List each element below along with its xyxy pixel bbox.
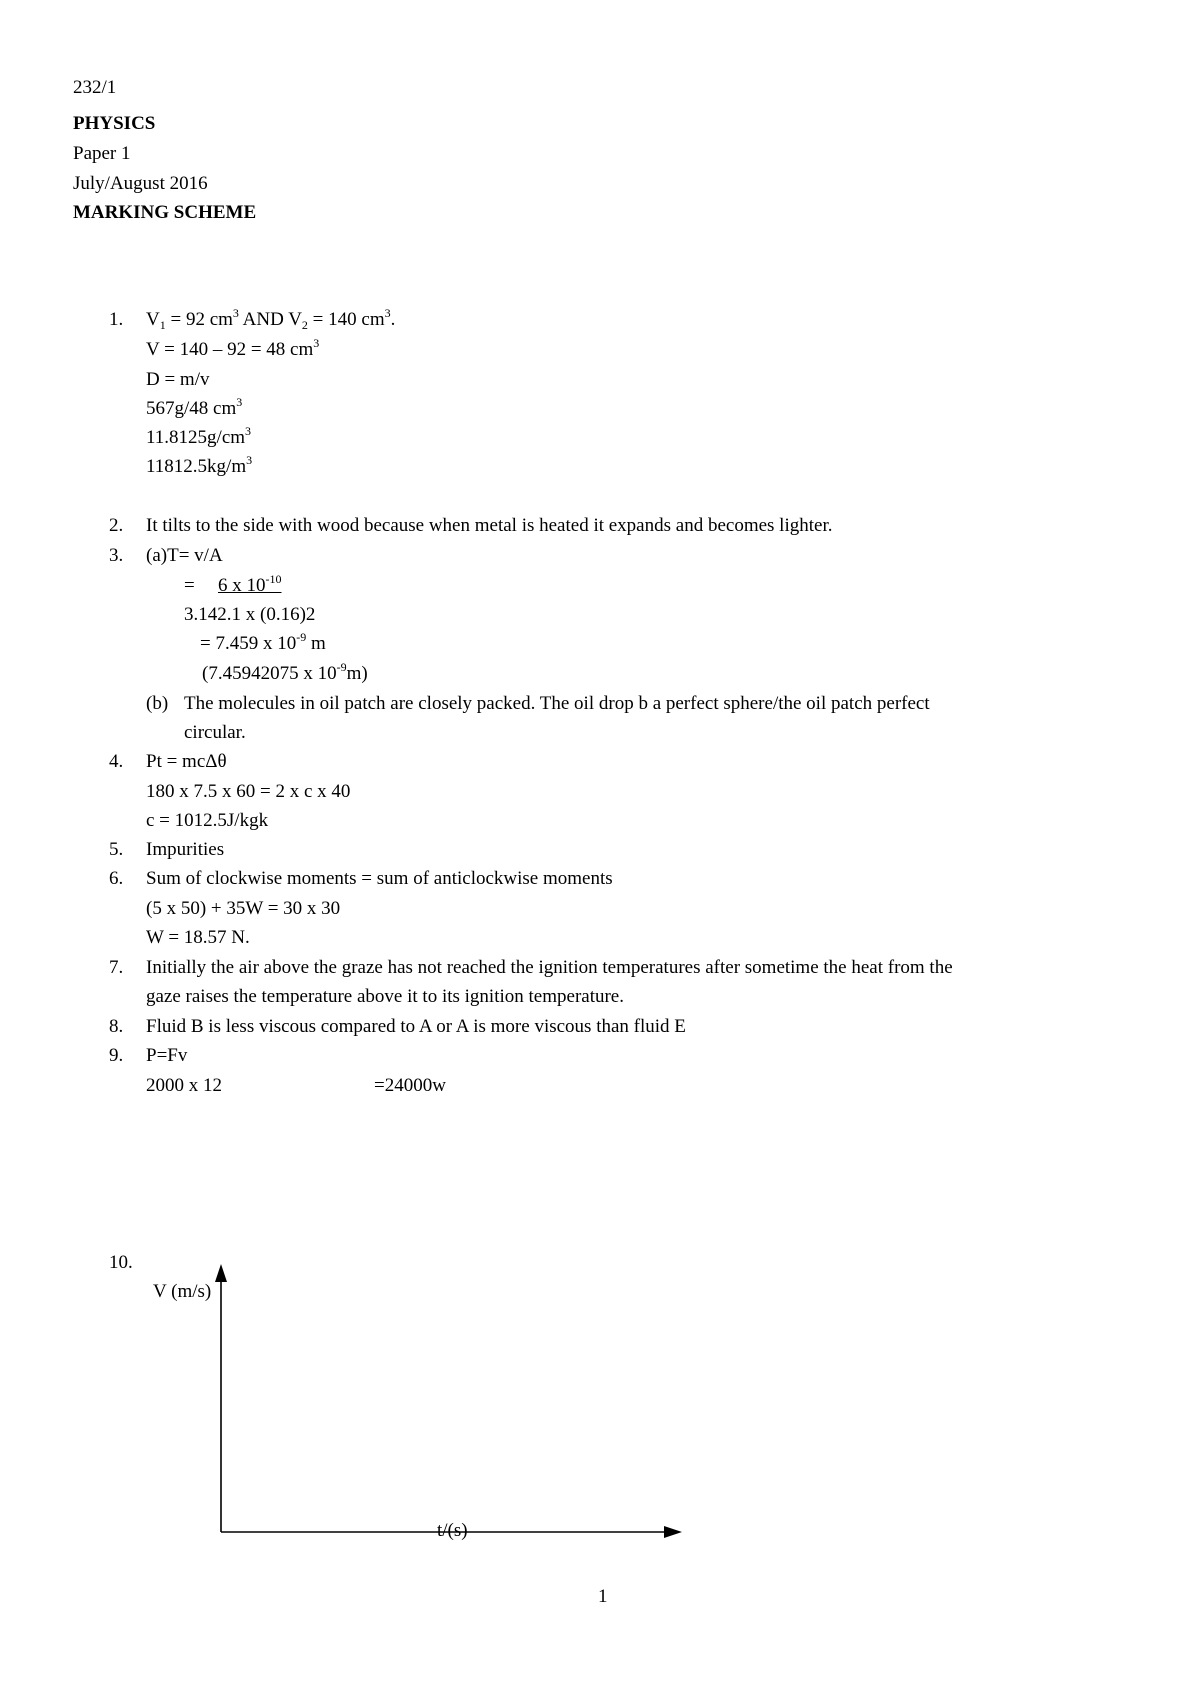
q2-number: 2.: [109, 515, 124, 536]
paper-code: 232/1: [73, 77, 117, 98]
q8-answer: Fluid B is less viscous compared to A or A is more viscous than fluid E: [146, 1016, 686, 1037]
q7-number: 7.: [109, 957, 124, 978]
q3a-result-exact: (7.45942075 x $10^{-9}m$): [202, 660, 368, 684]
y-axis-arrowhead: [215, 1264, 227, 1282]
page-number: 1: [598, 1586, 608, 1607]
q1-line4: 567g/48 $cm^3$: [146, 395, 243, 419]
q6-line2: (5 x 50) + 35W = 30 x 30: [146, 898, 341, 919]
document-type: MARKING SCHEME: [73, 202, 257, 223]
q6-line1: Sum of clockwise moments = sum of anticlockwise moments: [146, 868, 613, 889]
q3a-formula: (a)T= v/A: [146, 545, 223, 566]
q3a-result: = 7.459 x $10^{-9}$ m: [200, 630, 326, 654]
q6-line3: W = 18.57 N.: [146, 927, 250, 948]
q4-number: 4.: [109, 751, 124, 772]
q3-number: 3.: [109, 545, 124, 566]
q3a-numerator: 6 x $10^{-10}$: [218, 572, 282, 596]
q5-answer: Impurities: [146, 839, 225, 860]
q3b-label: (b): [146, 693, 169, 714]
q9-number: 9.: [109, 1045, 124, 1066]
q1-line2: V = 140 – 92 = 48 $cm^3$: [146, 336, 320, 360]
q3a-denominator: 3.142.1 x (0.16)2: [184, 604, 316, 625]
q1-line5: $11.8125g/cm^3$: [146, 424, 252, 448]
subject-title: PHYSICS: [73, 113, 156, 134]
q9-line2-right: =24000w: [374, 1075, 446, 1096]
q3a-equals: =: [184, 575, 195, 596]
q9-line1: P=Fv: [146, 1045, 188, 1066]
x-axis-label: t/(s): [437, 1520, 468, 1541]
q8-number: 8.: [109, 1016, 124, 1037]
q3b-line2: circular.: [184, 722, 246, 743]
q7-line1: Initially the air above the graze has not reached the ignition temperatures after sometime the heat from the: [146, 957, 953, 978]
q4-line2: 180 x 7.5 x 60 = 2 x c x 40: [146, 781, 351, 802]
q4-line1: Pt = mcΔθ: [146, 751, 227, 772]
q1-line6: $11812.5kg/m^3$: [146, 453, 253, 477]
x-axis-arrowhead: [664, 1526, 682, 1538]
q9-line2-left: 2000 x 12: [146, 1075, 222, 1096]
q2-answer: It tilts to the side with wood because when metal is heated it expands and becomes lighter.: [146, 515, 833, 536]
y-axis-label: V (m/s): [153, 1281, 212, 1302]
q4-line3: c = 1012.5J/kgk: [146, 810, 269, 831]
q10-number: 10.: [109, 1252, 133, 1273]
paper-number: Paper 1: [73, 143, 131, 164]
q1-line1: $V_1 = 92$ $cm^3$ AND $V_2 = 140$ $cm^3$.: [146, 306, 396, 332]
q5-number: 5.: [109, 839, 124, 860]
q1-line3: D = m/v: [146, 369, 210, 390]
exam-session: July/August 2016: [73, 173, 208, 194]
q1-number: 1.: [109, 309, 124, 330]
q7-line2: gaze raises the temperature above it to its ignition temperature.: [146, 986, 624, 1007]
q3b-line1: The molecules in oil patch are closely packed. The oil drop b a perfect sphere/the oil patch perfect: [184, 693, 930, 714]
q6-number: 6.: [109, 868, 124, 889]
